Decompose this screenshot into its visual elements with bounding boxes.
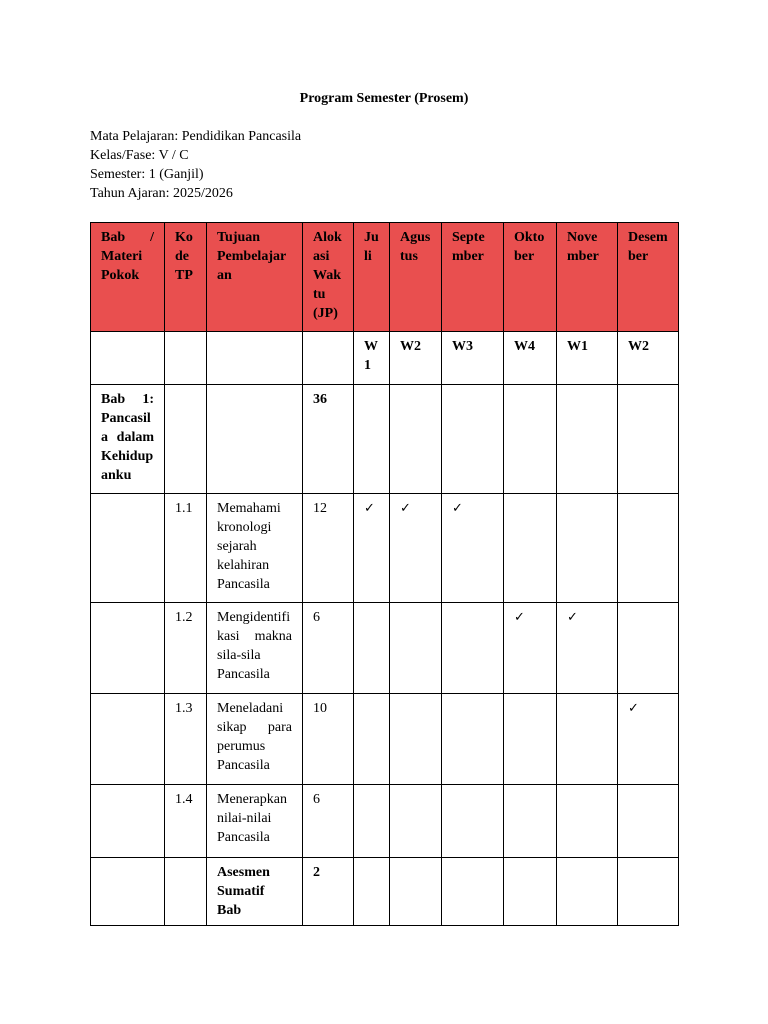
meta-subject: Mata Pelajaran: Pendidikan Pancasila bbox=[90, 129, 302, 144]
cell-kode: 1.3 bbox=[165, 694, 207, 785]
cell-mark: ✓ bbox=[618, 694, 679, 785]
cell-mark: ✓ bbox=[390, 494, 442, 603]
header-november: November bbox=[557, 223, 618, 332]
cell-mark bbox=[354, 603, 390, 694]
cell-mark: ✓ bbox=[354, 494, 390, 603]
header-row bbox=[91, 223, 679, 332]
cell-mark bbox=[618, 858, 679, 926]
week-cell: W1 bbox=[557, 332, 618, 385]
meta-semester: Semester: 1 (Ganjil) bbox=[90, 167, 204, 182]
header-kode: Kode TP bbox=[165, 223, 207, 332]
week-cell bbox=[207, 332, 303, 385]
header-bab: Bab / Materi Pokok bbox=[91, 223, 165, 332]
cell-mark bbox=[354, 785, 390, 858]
cell-tujuan: Menerapkan nilai-nilai Pancasila bbox=[207, 785, 303, 858]
cell-mark bbox=[504, 494, 557, 603]
cell-mark bbox=[618, 494, 679, 603]
cell-mark: ✓ bbox=[442, 494, 504, 603]
cell-mark bbox=[390, 694, 442, 785]
cell-mark bbox=[618, 385, 679, 494]
week-row bbox=[91, 332, 679, 385]
cell-mark bbox=[557, 694, 618, 785]
cell-mark bbox=[557, 494, 618, 603]
cell-bab bbox=[91, 694, 165, 785]
cell-tujuan: Memahami kronologi sejarah kelahiran Pancasila bbox=[207, 494, 303, 603]
prosem-table bbox=[90, 222, 679, 926]
cell-mark bbox=[442, 603, 504, 694]
cell-tujuan bbox=[207, 385, 303, 494]
table-row bbox=[91, 603, 679, 694]
cell-mark bbox=[557, 785, 618, 858]
header-oktober: Oktober bbox=[504, 223, 557, 332]
cell-kode bbox=[165, 385, 207, 494]
cell-mark bbox=[390, 858, 442, 926]
cell-mark bbox=[504, 785, 557, 858]
cell-tujuan: Mengidentifikasi makna sila-sila Pancasila bbox=[207, 603, 303, 694]
table-row bbox=[91, 694, 679, 785]
cell-mark bbox=[557, 858, 618, 926]
cell-jp: 6 bbox=[303, 603, 354, 694]
meta-academic-year: Tahun Ajaran: 2025/2026 bbox=[90, 186, 233, 201]
week-cell: W2 bbox=[618, 332, 679, 385]
document-meta bbox=[90, 127, 301, 203]
cell-mark bbox=[390, 785, 442, 858]
cell-bab bbox=[91, 858, 165, 926]
cell-jp: 10 bbox=[303, 694, 354, 785]
cell-mark bbox=[618, 603, 679, 694]
cell-mark bbox=[557, 385, 618, 494]
table-row bbox=[91, 785, 679, 858]
cell-mark bbox=[354, 694, 390, 785]
cell-mark bbox=[442, 785, 504, 858]
cell-mark: ✓ bbox=[557, 603, 618, 694]
week-cell: W1 bbox=[354, 332, 390, 385]
cell-tujuan: Meneladani sikap para perumus Pancasila bbox=[207, 694, 303, 785]
week-cell: W4 bbox=[504, 332, 557, 385]
cell-mark bbox=[390, 603, 442, 694]
cell-bab: Bab 1: Pancasila dalam Kehidupanku bbox=[91, 385, 165, 494]
cell-mark bbox=[618, 785, 679, 858]
week-cell: W2 bbox=[390, 332, 442, 385]
cell-tujuan: Asesmen Sumatif Bab bbox=[207, 858, 303, 926]
cell-bab bbox=[91, 494, 165, 603]
cell-kode: 1.4 bbox=[165, 785, 207, 858]
cell-jp: 6 bbox=[303, 785, 354, 858]
cell-mark bbox=[390, 385, 442, 494]
cell-mark bbox=[354, 385, 390, 494]
header-agustus: Agustus bbox=[390, 223, 442, 332]
week-cell bbox=[91, 332, 165, 385]
header-jp: Alokasi Waktu (JP) bbox=[303, 223, 354, 332]
meta-class-phase: Kelas/Fase: V / C bbox=[90, 148, 189, 163]
cell-mark bbox=[354, 858, 390, 926]
cell-mark bbox=[442, 385, 504, 494]
week-cell: W3 bbox=[442, 332, 504, 385]
week-cell bbox=[303, 332, 354, 385]
header-desember: Desember bbox=[618, 223, 679, 332]
table-row bbox=[91, 385, 679, 494]
cell-mark: ✓ bbox=[504, 603, 557, 694]
cell-mark bbox=[504, 858, 557, 926]
cell-mark bbox=[504, 694, 557, 785]
cell-kode: 1.1 bbox=[165, 494, 207, 603]
cell-kode bbox=[165, 858, 207, 926]
cell-bab bbox=[91, 785, 165, 858]
cell-mark bbox=[442, 694, 504, 785]
table-row bbox=[91, 494, 679, 603]
cell-jp: 12 bbox=[303, 494, 354, 603]
cell-mark bbox=[504, 385, 557, 494]
cell-bab bbox=[91, 603, 165, 694]
cell-kode: 1.2 bbox=[165, 603, 207, 694]
header-juli: Juli bbox=[354, 223, 390, 332]
header-september: September bbox=[442, 223, 504, 332]
table-row bbox=[91, 858, 679, 926]
document-title: Program Semester (Prosem) bbox=[299, 91, 469, 106]
header-tujuan: Tujuan Pembelajaran bbox=[207, 223, 303, 332]
cell-mark bbox=[442, 858, 504, 926]
cell-jp: 2 bbox=[303, 858, 354, 926]
week-cell bbox=[165, 332, 207, 385]
cell-jp: 36 bbox=[303, 385, 354, 494]
